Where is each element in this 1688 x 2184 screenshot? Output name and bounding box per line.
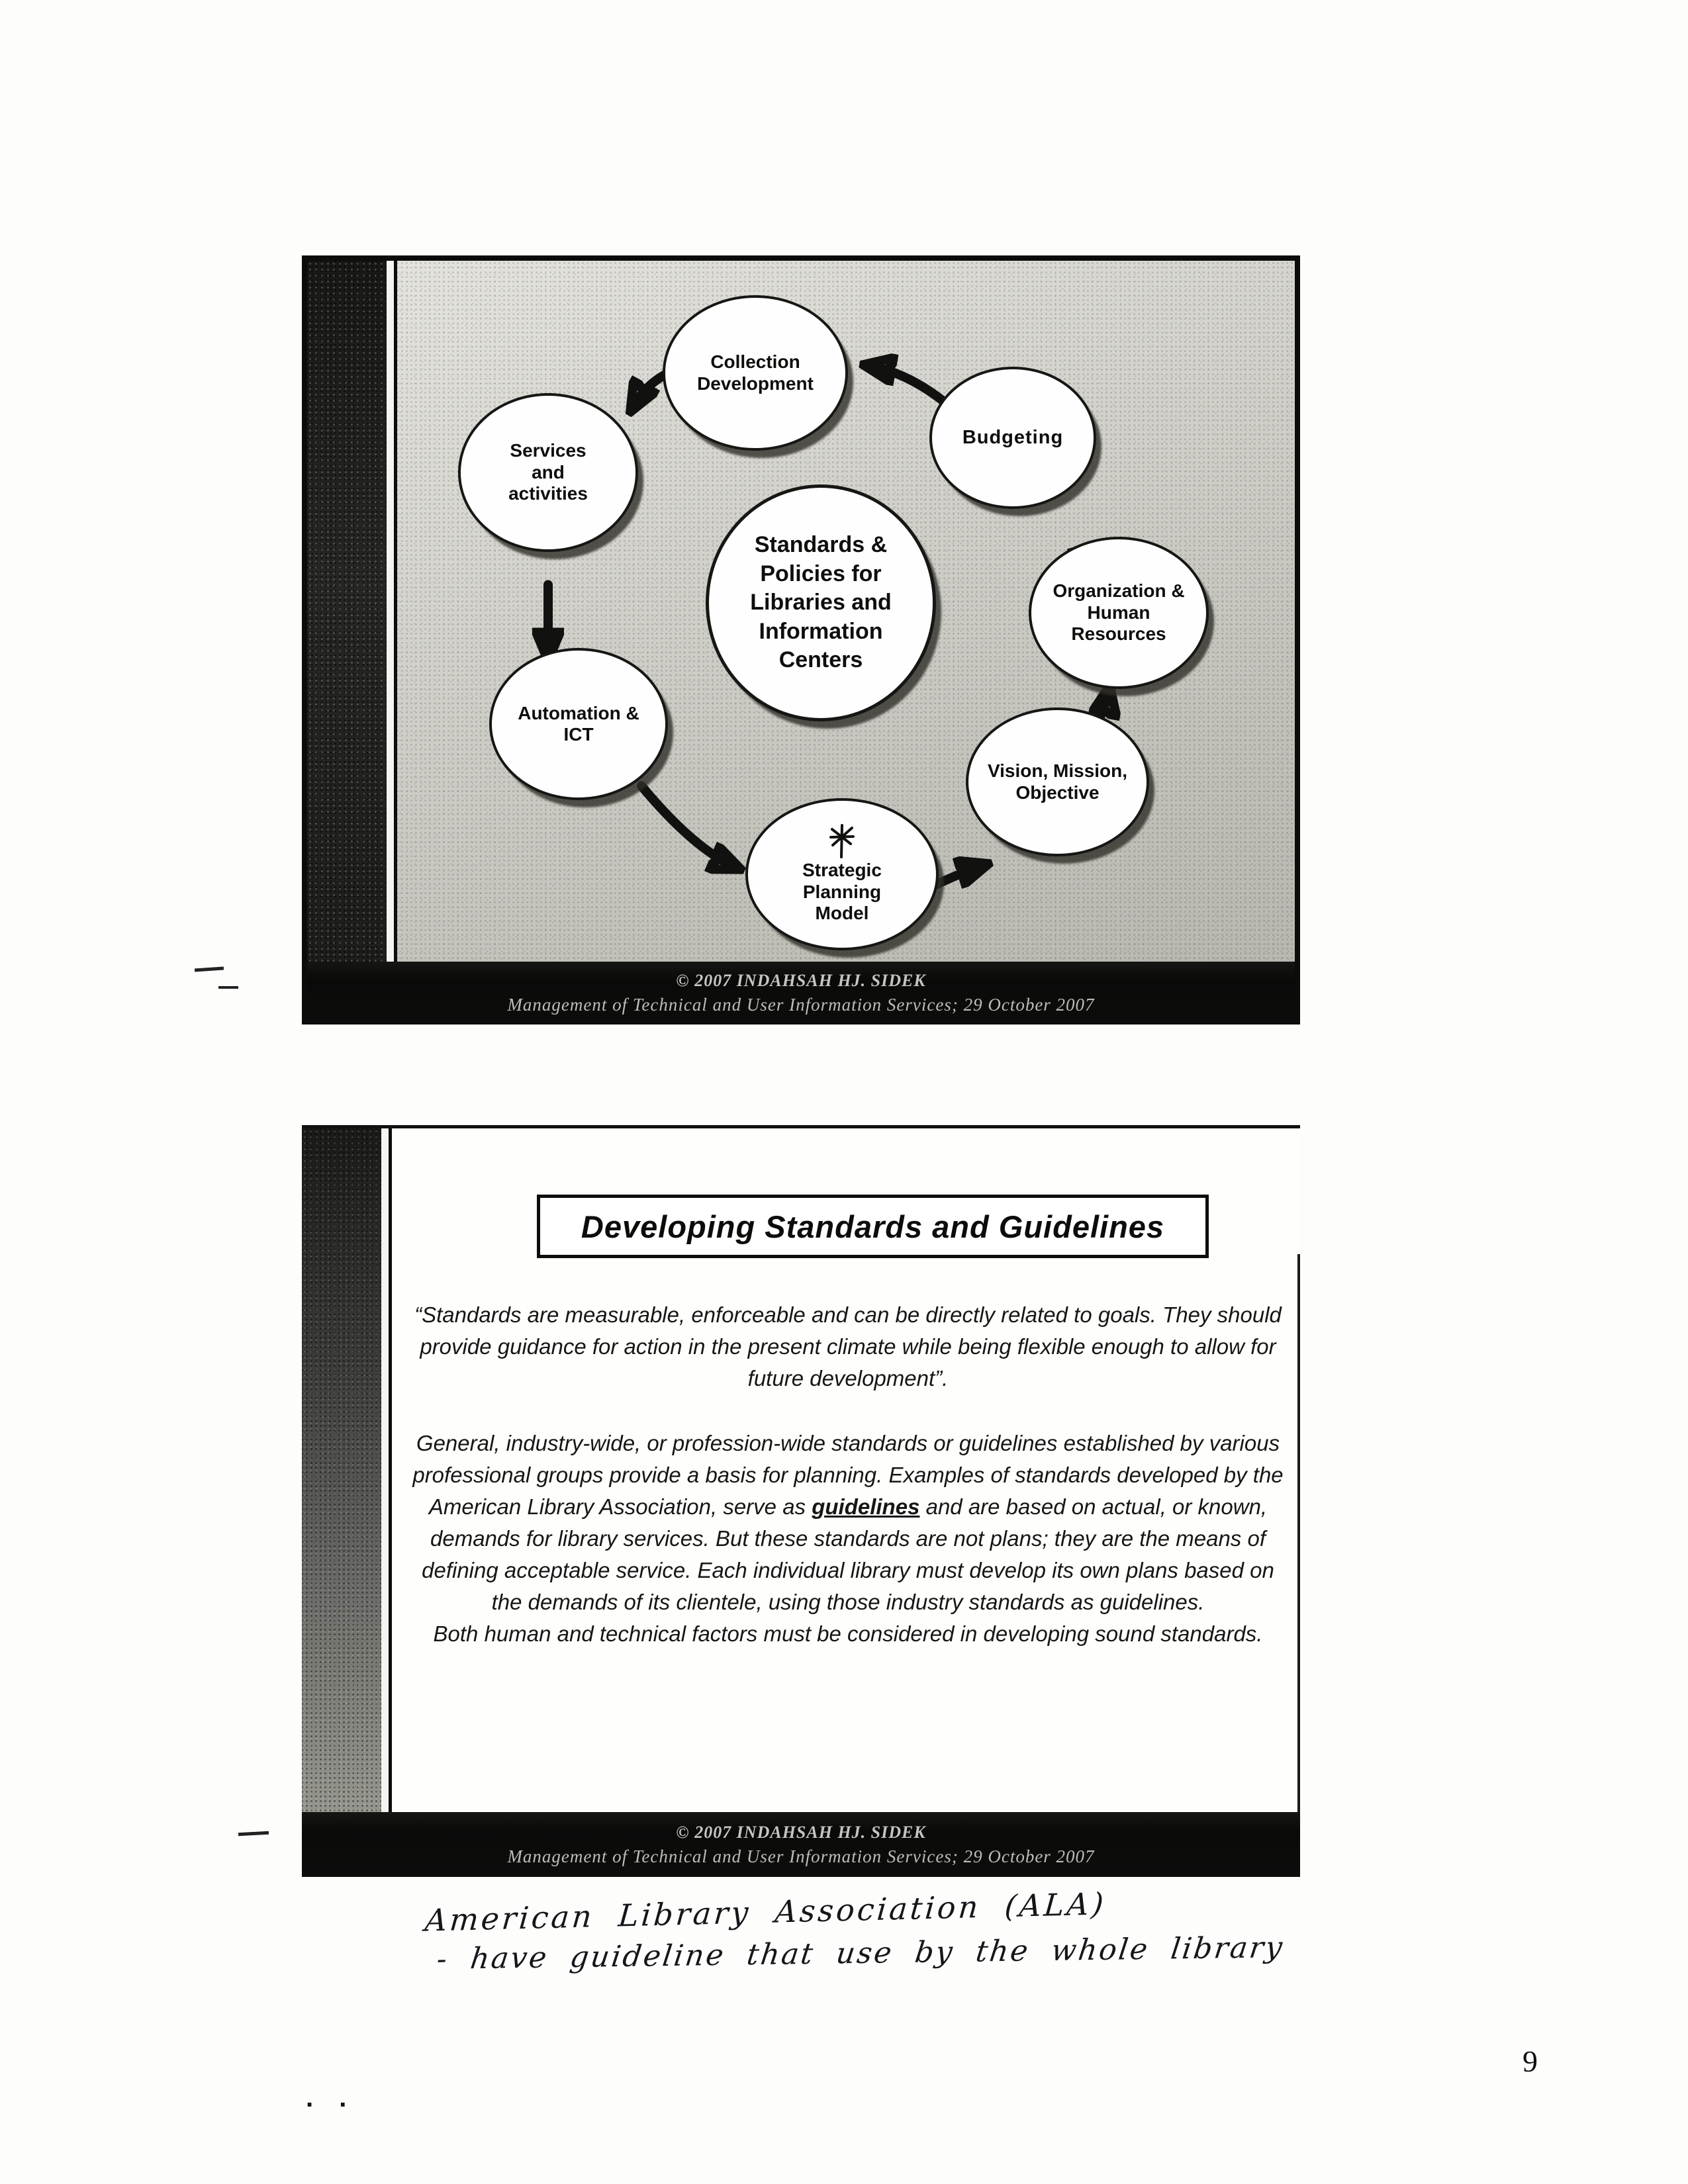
copyright-line: © 2007 INDAHSAH HJ. SIDEK	[676, 971, 926, 990]
cycle-diagram	[307, 261, 1295, 1024]
paragraph-text: and are based on actual, or known, demands for library services. But these standards are not plans; they are the means of defining acceptable service. Each individual library must develop its own plans based on the demands of its clientele, using those industry standards as guidelines.	[422, 1494, 1274, 1614]
node-automation-ict	[489, 648, 668, 800]
copyright-line: © 2007 INDAHSAH HJ. SIDEK	[676, 1822, 926, 1842]
slide-title-box	[537, 1195, 1209, 1258]
scan-artifact	[238, 1831, 269, 1836]
slide-title: Developing Standards and Guidelines	[581, 1208, 1165, 1244]
arrow-automation-to-strategic	[641, 786, 736, 868]
standards-paragraph	[408, 1428, 1288, 1618]
guidelines-keyword: guidelines	[812, 1494, 920, 1519]
handwritten-note-line1: American Library Association (ALA)	[423, 1886, 1107, 1938]
node-vision-mission-objective	[966, 707, 1149, 856]
paragraph-text: General, industry-wide, or profession-wide standards or guidelines established by various professional groups provide a basis for planning. Examples of standards developed by the American Library Association, serve as	[412, 1431, 1284, 1519]
course-line: Management of Technical and User Information Services; 29 October 2007	[507, 995, 1095, 1015]
asterisk-icon	[829, 824, 855, 858]
node-services-and-activities	[458, 393, 638, 552]
node-budgeting	[929, 367, 1096, 509]
node-strategic-planning-model	[745, 798, 939, 950]
scan-binding-strip	[302, 1128, 389, 1812]
node-collection-development	[663, 295, 848, 451]
quote-paragraph: “Standards are measurable, enforceable and can be directly related to goals. They should provide guidance for action in the present climate while being flexible enough to allow for future development”.	[414, 1302, 1282, 1390]
node-standards-policies-center	[706, 484, 936, 721]
factors-paragraph: Both human and technical factors must be considered in developing sound standards.	[433, 1621, 1263, 1646]
slide1-footer-bar	[307, 962, 1295, 1024]
slide-body-text	[408, 1299, 1288, 1650]
page-number: 9	[1523, 2044, 1538, 2078]
handwritten-note-line2: - have guideline that use by the whole library	[434, 1931, 1286, 1976]
node-organization-human-resources	[1029, 537, 1209, 689]
slide2-footer-bar	[302, 1812, 1300, 1877]
stray-pen-marks: . .	[306, 2083, 356, 2113]
node-label: Automation & ICT	[518, 702, 639, 745]
slide-developing-standards	[302, 1125, 1300, 1877]
node-label: Strategic Planning Model	[802, 860, 882, 924]
node-label: Vision, Mission, Objective	[987, 760, 1128, 803]
scan-artifact	[218, 986, 238, 989]
node-label: Standards & Policies for Libraries and Information Centers	[750, 532, 892, 673]
scan-artifact	[195, 966, 224, 972]
node-label: Budgeting	[962, 426, 1064, 448]
node-label: Organization & Human Resources	[1053, 580, 1185, 645]
node-label: Services and activities	[508, 440, 588, 504]
course-line: Management of Technical and User Information Services; 29 October 2007	[507, 1846, 1095, 1866]
node-label: Collection Development	[697, 351, 814, 394]
arrow-strategic-to-vision	[931, 866, 984, 887]
scan-edge-line	[1297, 1254, 1300, 1812]
slide-standards-policies-diagram	[302, 255, 1300, 1024]
